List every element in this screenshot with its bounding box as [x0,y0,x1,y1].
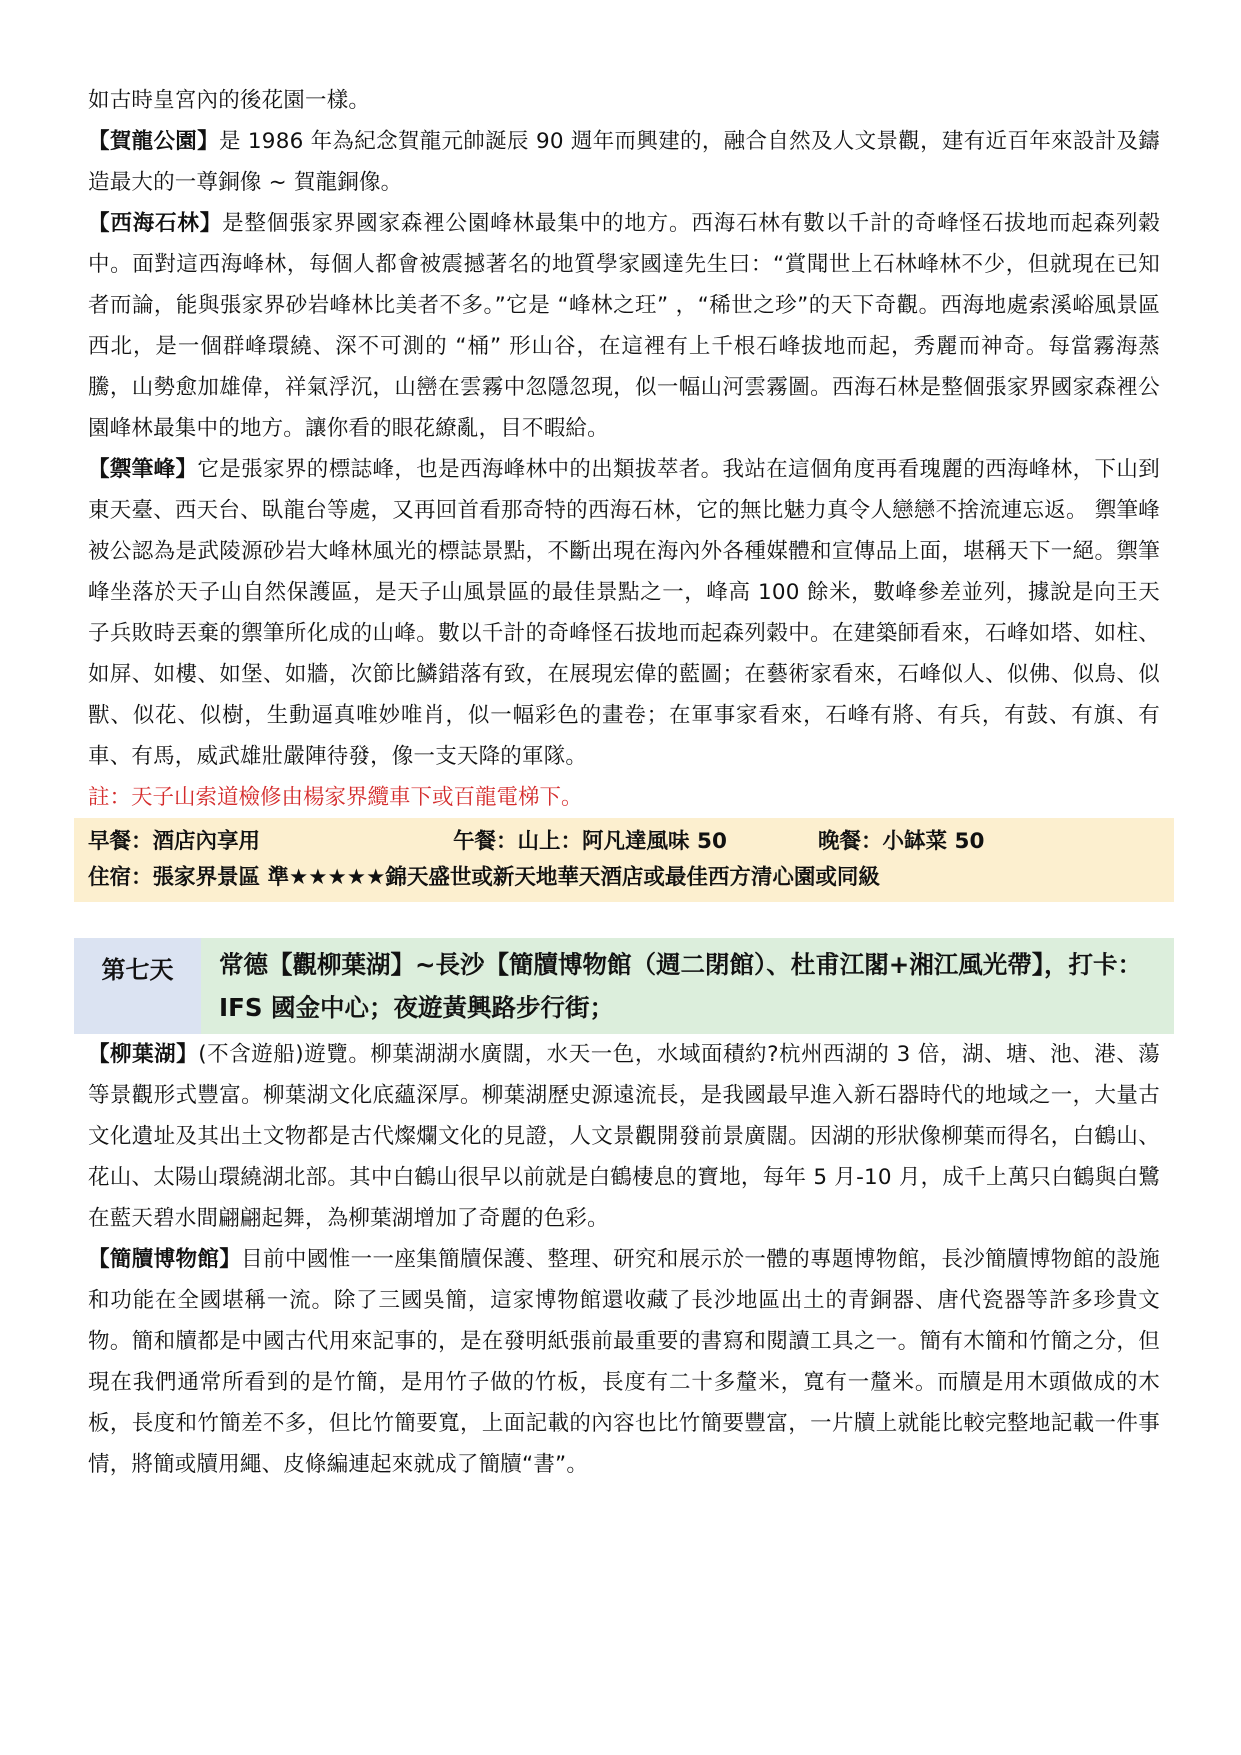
paragraph-xihai-stone-forest [88,203,1160,449]
day-title: 常德【觀柳葉湖】~長沙【簡牘博物館（週二閉館）、杜甫江閣+湘江風光帶】，打卡：IFS 國金中心；夜遊黃興路步行街； [201,938,1174,1034]
dinner-text: 晚餐：小缽菜 50 [818,829,985,854]
section-spacer [88,902,1160,938]
paragraph-yubi-peak [88,449,1160,777]
lunch-text: 午餐：山上：阿凡達風味 50 [453,829,727,854]
paragraph-text: 如古時皇宮內的後花園一樣。 [88,88,371,113]
paragraph-heading: 【柳葉湖】 [88,1042,199,1067]
paragraph-heading: 【禦筆峰】 [88,457,198,482]
hotel-text: 住宿：張家界景區 準★★★★★錦天盛世或新天地華天酒店或最佳西方清心園或同級 [88,865,880,890]
day-label: 第七天 [74,938,201,1034]
hotel-row [88,860,1160,896]
paragraph-heading: 【西海石林】 [88,211,223,236]
cableway-note: 註：天子山索道檢修由楊家界纜車下或百龍電梯下。 [88,785,583,810]
meals-box [74,818,1174,902]
paragraph-heading: 【賀龍公園】 [88,129,219,154]
page-content [88,80,1160,1485]
paragraph-slip-museum [88,1239,1160,1485]
paragraph-helong-park [88,121,1160,203]
paragraph-text: 它是張家界的標誌峰，也是西海峰林中的出類拔萃者。我站在這個角度再看瑰麗的西海峰林，下山到東天臺、西天台、臥龍台等處，又再回首看那奇特的西海石林，它的無比魅力真令人戀戀不捨流連忘返。 禦筆峰被公認為是武陵源砂岩大峰林風光的標誌景點，不斷出現在海內外各種媒體和宣傳品上面，堪稱天下一絕。禦筆峰坐落於天子山自然保護區，是天子山風景區的最佳景點之一，峰高 100 餘米，數峰參差並列，據說是向王天子兵敗時丟棄的禦筆所化成的山峰。數以千計的奇峰怪石拔地而起森列糓中。在建築師看來，石峰如塔、如柱、如屏、如樓、如堡、如牆，次節比鱗錯落有致，在展現宏偉的藍圖；在藝術家看來，石峰似人、似佛、似鳥、似獸、似花、似樹，生動逼真唯妙唯肖，似一幅彩色的畫卷；在軍事家看來，石峰有將、有兵，有鼓、有旗、有車、有馬，威武雄壯嚴陣待發，像一支天降的軍隊。 [88,457,1160,769]
meals-row [88,824,1160,860]
breakfast-text: 早餐：酒店內享用 [88,829,261,854]
day-header [74,938,1174,1034]
paragraph-text: 目前中國惟一一座集簡牘保護、整理、研究和展示於一體的專題博物館，長沙簡牘博物館的設施和功能在全國堪稱一流。除了三國吳簡，這家博物館還收藏了長沙地區出土的青銅器、唐代瓷器等許多珍貴文物。簡和牘都是中國古代用來記事的，是在發明紙張前最重要的書寫和閱讀工具之一。簡有木簡和竹簡之分，但現在我們通常所看到的是竹簡，是用竹子做的竹板，長度有二十多釐米，寬有一釐米。而牘是用木頭做成的木板，長度和竹簡差不多，但比竹簡要寬，上面記載的內容也比竹簡要豐富，一片牘上就能比較完整地記載一件事情，將簡或牘用繩、皮條編連起來就成了簡牘“書”。 [88,1247,1160,1477]
paragraph-text: (不含遊船)遊覽。柳葉湖湖水廣闊，水天一色，水域面積約?杭州西湖的 3 倍，湖、塘、池、港、蕩等景觀形式豐富。柳葉湖文化底蘊深厚。柳葉湖歷史源遠流長，是我國最早進入新石器時代的地域之一，大量古文化遺址及其出土文物都是古代燦爛文化的見證，人文景觀開發前景廣闊。因湖的形狀像柳葉而得名，白鶴山、花山、太陽山環繞湖北部。其中白鶴山很早以前就是白鶴棲息的寶地，每年 5 月-10 月，成千上萬只白鶴與白鷺在藍天碧水間翩翩起舞，為柳葉湖增加了奇麗的色彩。 [88,1042,1160,1231]
paragraph-liuye-lake [88,1034,1160,1239]
paragraph-garden [88,80,1160,121]
paragraph-text: 是 1986 年為紀念賀龍元帥誕辰 90 週年而興建的，融合自然及人文景觀，建有近百年來設計及鑄造最大的一尊銅像 ~ 賀龍銅像。 [88,129,1161,195]
paragraph-text: 是整個張家界國家森裡公園峰林最集中的地方。西海石林有數以千計的奇峰怪石拔地而起森列糓中。面對這西海峰林，每個人都會被震撼著名的地質學家國達先生曰：“賞聞世上石林峰林不少，但就現在已知者而論，能與張家界砂岩峰林比美者不多。”它是 “峰林之玨” ，“稀世之珍”的天下奇觀。西海地處索溪峪風景區西北，是一個群峰環繞、深不可測的 “桶” 形山谷，在這裡有上千根石峰拔地而起，秀麗而神奇。每當霧海蒸騰，山勢愈加雄偉，祥氣浮沉，山巒在雲霧中忽隱忽現，似一幅山河雲霧圖。西海石林是整個張家界國家森裡公園峰林最集中的地方。讓你看的眼花繚亂，目不暇給。 [88,211,1161,441]
paragraph-heading: 【簡牘博物館】 [88,1247,242,1272]
